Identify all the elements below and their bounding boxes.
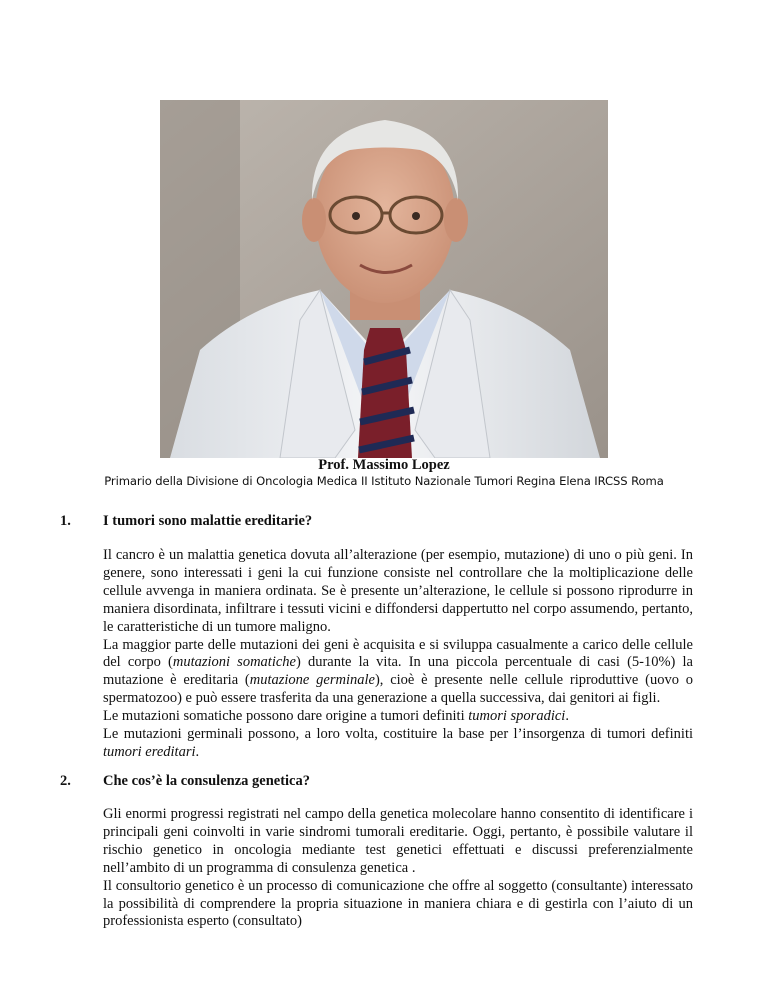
paragraph: La maggior parte delle mutazioni dei geni è acquisita e si sviluppa casualmente a carico delle cellule del corpo (mutazioni somatiche) durante la vita. In una piccola percentuale di casi (5-10%) la mutazione è ereditaria (mutazione germinale), cioè è presente nelle cellule riproduttive (uovo o spermatozoo) e può essere trasferita da una generazione a quella successiva, dai genitori ai figli. — [103, 636, 693, 707]
section-question: Che cos’è la consulenza genetica? — [103, 773, 310, 789]
emphasis: tumori ereditari — [103, 743, 196, 760]
section-body — [103, 806, 693, 931]
section-body — [103, 547, 693, 762]
section-number: 1. — [60, 513, 71, 529]
author-affiliation: Primario della Divisione di Oncologia Medica II Istituto Nazionale Tumori Regina Elena IRCSS Roma — [104, 474, 664, 488]
section-number: 2. — [60, 773, 71, 789]
emphasis: mutazione germinale — [249, 672, 375, 689]
paragraph: Le mutazioni somatiche possono dare origine a tumori definiti tumori sporadici. — [103, 708, 569, 725]
section-question: I tumori sono malattie ereditarie? — [103, 513, 313, 529]
emphasis: mutazioni somatiche — [172, 654, 296, 671]
author-name: Prof. Massimo Lopez — [318, 457, 450, 473]
paragraph: Gli enormi progressi registrati nel campo della genetica molecolare hanno consentito di identificare i principali geni coinvolti in varie sindromi tumorali ereditarie. Oggi, pertanto, è possibile valutare il rischio genetico in oncologia mediante test genetici effettuati e discussi preferenzialmente nell’ambito di un programma di consulenza genetica . — [103, 806, 693, 876]
paragraph: Il cancro è un malattia genetica dovuta all’alterazione (per esempio, mutazione) di uno o più geni. In genere, sono interessati i geni la cui funzione consiste nel controllare che la moltiplicazione delle cellule avvenga in maniera ordinata. Se è presente un’alterazione, le cellule si possono riprodurre in maniera disordinata, infiltrare i tessuti vicini e diffondersi dappertutto nel corpo assumendo, pertanto, le caratteristiche di un tumore maligno. — [103, 547, 693, 635]
paragraph: Il consultorio genetico è un processo di comunicazione che offre al soggetto (consultante) interessato la possibilità di comprendere la propria situazione in maniera chiara e di gestirla con l’aiuto di un professionista esperto (consultato) — [103, 877, 693, 930]
portrait-photo — [160, 100, 608, 458]
portrait-illustration — [160, 100, 608, 458]
paragraph: Le mutazioni germinali possono, a loro volta, costituire la base per l’insorgenza di tumori definiti tumori ereditari. — [103, 726, 693, 760]
emphasis: tumori sporadici — [468, 708, 566, 725]
